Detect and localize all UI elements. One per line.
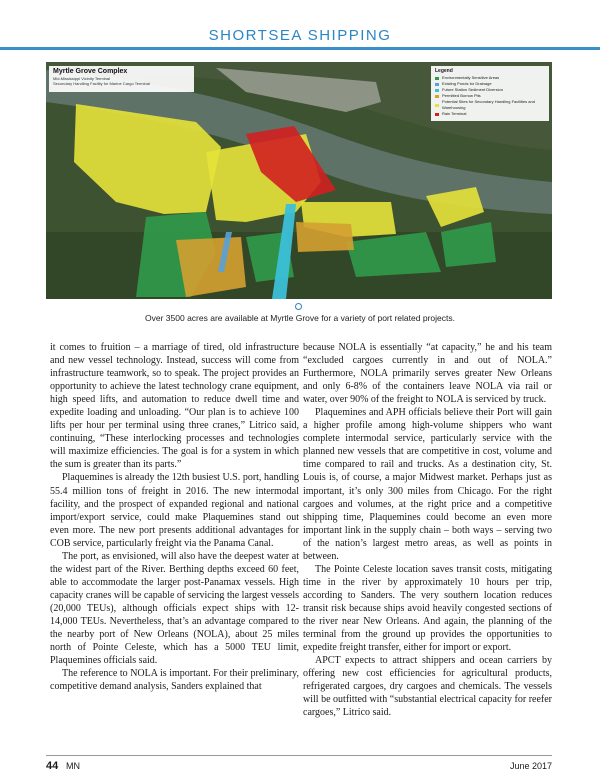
legend-swatch — [435, 77, 439, 80]
paragraph: because NOLA is essentially “at capacity,” he and his team “excluded cargoes currently in and out of NOLA.” Furthermore, NOLA primarily serves greater New Orleans and only 6-8% of the containers leave NOLA via rail or water, over 90% of the freight to NOLA is serviced by truck. — [303, 342, 552, 406]
map-title-box — [49, 66, 194, 92]
map-subtitle: Secondary Handling Facility for Marine Cargo Terminal — [53, 81, 150, 86]
paragraph: Plaquemines and APH officials believe their Port will gain a higher profile among high-volume shippers who want complete intermodal service, particularly service with the planned new vessels that are competitive in cost, volume and time compared to rail and trucks. As a destination city, St. Louis is, of course, a major Midwest market. Perhaps just as important, it’s only 300 miles from Chicago. For the right cargoes and volumes, at the right price and a competitive shipping time, Plaquemines could become an even more important link in the supply chain – both ways – serving two of the nation’s largest metro areas, as well as points in between. — [303, 407, 552, 562]
legend-label: Rain Terminal — [442, 111, 467, 116]
footer-rule — [46, 755, 552, 756]
paragraph: The port, as envisioned, will also have the deepest water at the widest part of the River. Berthing depths exceed 60 feet, able to accommodate the larger post-Panamax vessels. High capacity cranes will be capable of servicing the largest vessels (20,000 TEUs), although officials expect ships with 12-14,000 TEUs. Nevertheless, that’s an advantage compared to the nearby port of New Orleans (NOLA), about 25 miles north of Pointe Celeste, which has a 5000 TEU limit, Plaquemines officials said. — [50, 550, 299, 667]
legend-title: Legend — [435, 68, 453, 74]
legend-label: Permitted Borrow Pits — [442, 93, 481, 98]
borrow-pit-2 — [296, 222, 354, 252]
legend-label: Future Station Sediment Diversion — [442, 87, 503, 92]
legend-items — [435, 75, 545, 117]
magazine-name: MN — [66, 761, 80, 771]
site-map-image — [46, 62, 552, 299]
article-column-left — [50, 341, 299, 693]
page-number: 44 — [46, 760, 59, 772]
map-subtitle: Mid-Mississippi Vicinity Terminal — [53, 76, 110, 81]
legend-swatch — [435, 89, 439, 92]
figure-caption: Over 3500 acres are available at Myrtle Grove for a variety of port related projects. — [145, 313, 455, 323]
legend-label: Environmentally Sensitive Areas — [442, 75, 500, 80]
legend-swatch — [435, 95, 439, 98]
caption-marker-icon — [295, 303, 302, 310]
issue-date: June 2017 — [509, 761, 552, 771]
borrow-pit-1 — [176, 237, 246, 297]
legend-item — [435, 99, 545, 111]
page-footer — [46, 760, 552, 774]
paragraph: it comes to fruition – a marriage of tired, old infrastructure and new vessel technology. Instead, success will come from infrastructure teamwork, so to speak. The project provides an opportunity to achieve the latest technology crane equipment, high speed lifts, and automation to reduce dwell time and expedite loading and unloading. “Our plan is to achieve 100 lifts per hour per terminal using three cranes,” Litrico said, continuing, “These interlocking processes and technologies will maximize efficiencies. The goal is for a system in which the sum is greater than its parts.” — [50, 342, 299, 471]
legend-label: Existing Ponds for Drainage — [442, 81, 492, 86]
header-rule — [0, 47, 600, 50]
paragraph: APCT expects to attract shippers and ocean carriers by offering new cost efficiencies for agricultural products, refrigerated cargoes, dry cargoes and chemicals. The vessels will be outfitted with “substantial electrical capacity for reefer cargoes,” Litrico said. — [303, 655, 552, 719]
legend-swatch — [435, 104, 439, 107]
legend-swatch — [435, 113, 439, 116]
map-legend — [431, 66, 549, 121]
legend-item — [435, 111, 545, 117]
legend-swatch — [435, 83, 439, 86]
paragraph: The Pointe Celeste location saves transit costs, mitigating time in the river by approximately 10 hours per trip, according to Sanders. The very southern location reduces transit risk because ships avoid heavily congested sections of the river near New Orleans. And again, the planning of the terminal from the ground up provides the opportunities to expedite freight transfer, either for import or export. — [303, 563, 552, 654]
page-header — [0, 0, 600, 50]
article-column-right — [303, 341, 552, 719]
paragraph: The reference to NOLA is important. For their preliminary, competitive demand analysis, Sanders explained that — [50, 668, 299, 693]
paragraph: Plaquemines is already the 12th busiest U.S. port, handling 55.4 million tons of freight in 2016. The new intermodal facility, and the prospect of expanded regional and national import/export service, could make Plaquemines stand out even more. The new port presents additional advantages for COB service, particularly freight via the Panama Canal. — [50, 472, 299, 549]
section-title: SHORTSEA SHIPPING — [208, 27, 392, 44]
map-title: Myrtle Grove Complex — [53, 68, 128, 75]
legend-label: Potential Sites for Secondary Handling Facilities and Warehousing — [442, 99, 535, 110]
